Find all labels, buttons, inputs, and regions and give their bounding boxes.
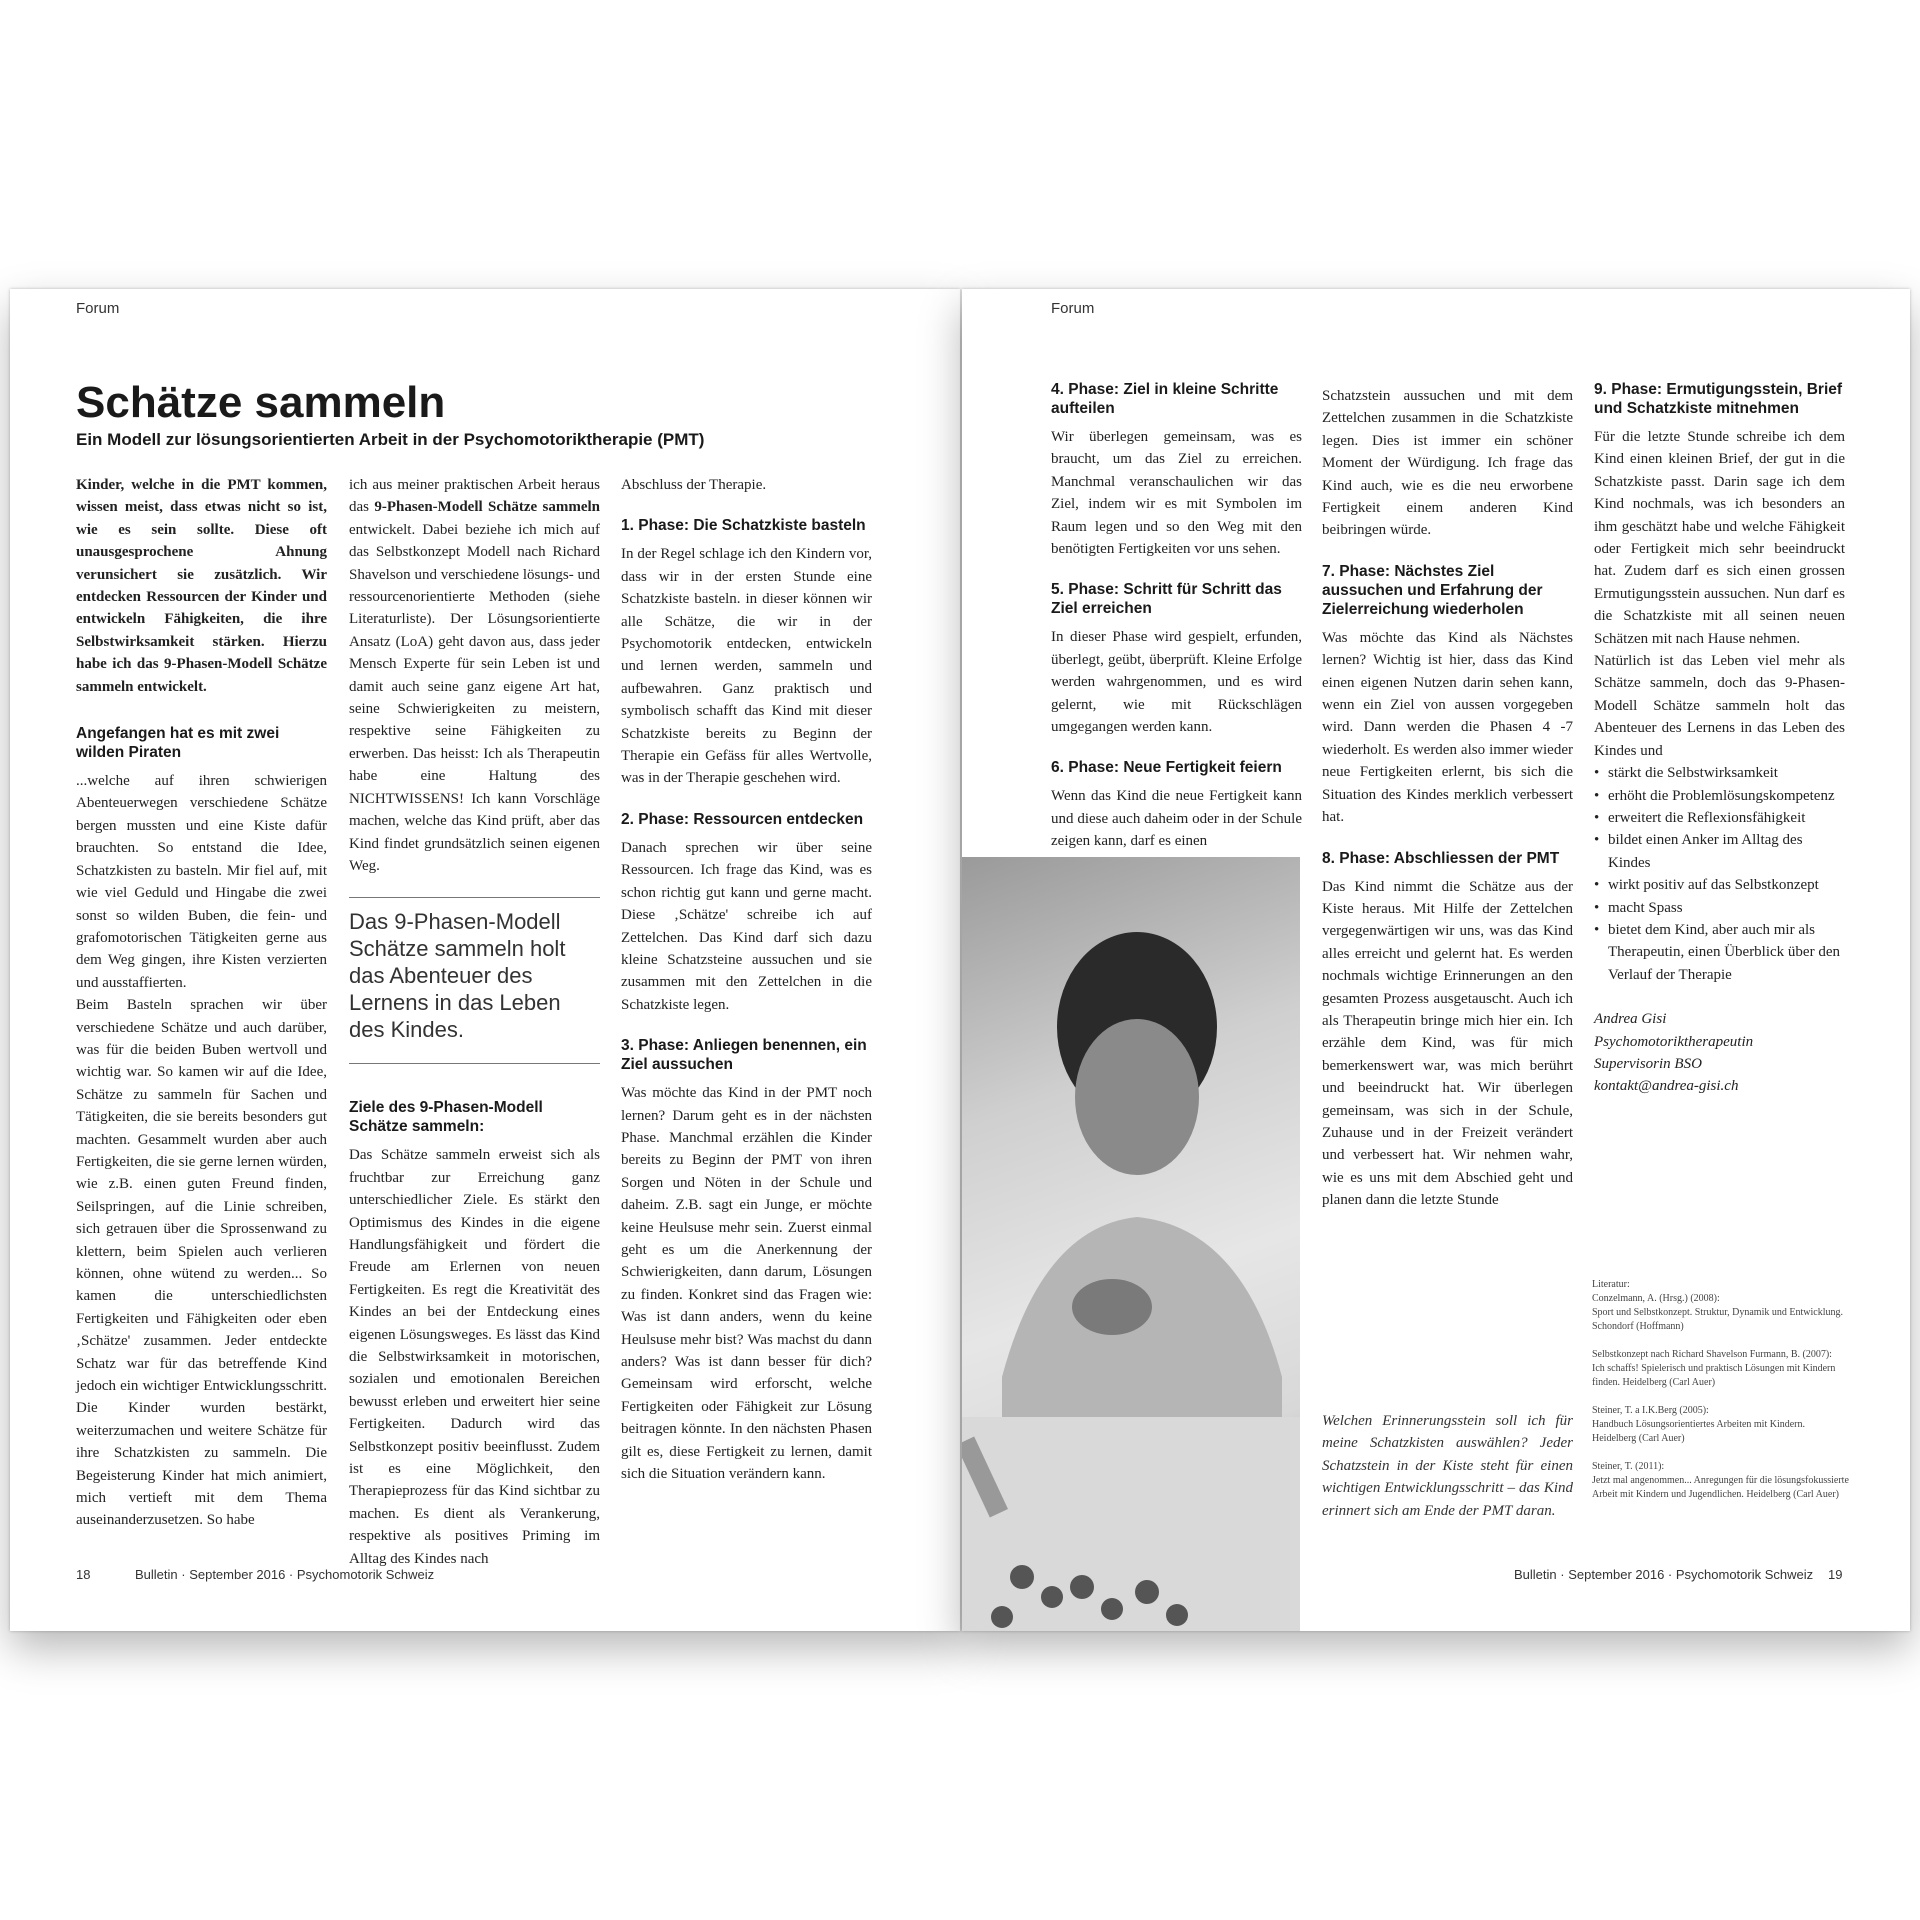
paragraph: Beim Basteln sprachen wir über verschiedene Schätze und auch darüber, was für die beiden Buben wertvoll und wichtig war. So kamen wir auf die Idee, Schätze zu sammeln für Sachen und Tätigkeiten, die sie bereits besonders gut machten. Gesammelt wurden aber auch Fertigkeiten, die sie gerne lernen würden, wie z.B. einen guten Freund finden, Seilspringen, auf die Linie schreiben, sich getrauen über die Sprossenwand zu klettern, beim Spielen auch verlieren können, ohne wütend zu werden... So kamen die unterschiedlichsten Fertigkeiten und Fähigkeiten oder eben ‚Schätze' zusammen. Jeder entdeckte Schatz war für das betreffende Kind jedoch ein wichtiger Entwicklungsschritt. Die Kinder wurden bestärkt, weiterzumachen und weitere Schätze für ihre Schatzkisten zu sammeln. Die Begeisterung Kinder hat mich animiert, mich vertieft mit dem Thema auseinanderzusetzen. So habe	[76, 997, 327, 1529]
list-item: • erhöht die Problemlösungskompetenz	[1594, 785, 1845, 807]
heading-phase-1: 1. Phase: Die Schatzkiste basteln	[621, 517, 866, 535]
paragraph: In der Regel schlage ich den Kindern vor, dass wir in der ersten Stunde eine Schatzkiste basteln. in dieser können wir alle Schätze, die wir in der Psychomotorik entdecken, entwickeln und lernen werden, sammeln und aufbewahren. Ganz praktisch und symbolisch schafft das Kind mit dieser Schatzkiste bereits zu Beginn der Therapie ein Gefäss für alles Wertvolle, was in der Therapie geschehen wird.	[621, 546, 872, 787]
author-email[interactable]: kontakt@andrea-gisi.ch	[1594, 1078, 1739, 1095]
paragraph: Wenn das Kind die neue Fertigkeit kann und diese auch daheim oder in der Schule zeigen kann, darf es einen	[1051, 788, 1302, 850]
reference	[1592, 1460, 1850, 1502]
pull-quote: Das 9-Phasen-Modell Schätze sammeln holt das Abenteuer des Lernens in das Leben des Kindes.	[349, 897, 600, 1064]
footer: Bulletin · September 2016 · Psychomotorik Schweiz	[135, 1567, 435, 1582]
heading-phase-6: 6. Phase: Neue Fertigkeit feiern	[1051, 759, 1282, 777]
reference-author: Conzelmann, A. (Hrsg.) (2008):	[1592, 1293, 1720, 1304]
reference	[1592, 1348, 1850, 1390]
literature-label: Literatur:	[1592, 1279, 1630, 1290]
text: entwickelt. Dabei beziehe ich mich auf das Selbstkonzept Modell nach Richard Shavelson und verschiedene lösungs- und ressourcenorientierte Methoden (siehe Literaturliste). Der Lösungsorientierte Ansatz (LoA) geht davon aus, dass jeder Mensch Experte für sein Leben ist und damit auch seine ganz eigene Art hat, seine Schwierigkeiten zu meistern, respektive seine Fähigkeiten zu erwerben. Das heisst: Ich als Therapeutin habe eine Haltung des NICHTWISSENS! Ich kann Vorschläge machen, welche das Kind prüft, aber das Kind findet grundsätzlich seinen eigenen Weg.	[349, 521, 600, 874]
section-header: Forum	[1051, 300, 1095, 317]
article-subtitle: Ein Modell zur lösungsorientierten Arbeit in der Psychomotoriktherapie (PMT)	[76, 430, 705, 449]
paragraph	[349, 474, 600, 877]
reference	[1592, 1292, 1850, 1334]
paragraph: ...welche auf ihren schwierigen Abenteuerwegen verschiedene Schätze bergen mussten und eine Kiste dafür brauchten. So entstand die Idee, Schatzkisten zu basteln. Mir fiel auf, mit wie viel Geduld und Hingabe die zwei sonst so wilden Buben, die fein- und grafomotorischen Tätigkeiten gerne aus dem Weg gingen, ihre Kisten verzierten und ausstaffierten.	[76, 773, 327, 991]
heading-phase-2: 2. Phase: Ressourcen entdecken	[621, 810, 864, 828]
author-name: Andrea Gisi	[1594, 1011, 1667, 1028]
page-number: 19	[1828, 1567, 1843, 1582]
section-header: Forum	[76, 300, 120, 317]
photo-illustration	[962, 857, 1300, 1631]
text: ich aus meiner praktischen Arbeit heraus das	[349, 477, 600, 516]
heading-phase-3: 3. Phase: Anliegen benennen, ein Ziel aussuchen	[621, 1037, 867, 1074]
page-number: 18	[76, 1567, 91, 1582]
photo-caption: Welchen Erinnerungsstein soll ich für meine Schatzkisten auswählen? Jeder Schatzstein in der Kiste steht für einen wichtigen Entwicklungsschritt – das Kind erinnert sich am Ende der PMT daran.	[1322, 1413, 1573, 1519]
reference-author: Selbstkonzept nach Richard Shavelson Furmann, B. (2007):	[1592, 1349, 1832, 1360]
article-title: Schätze sammeln	[76, 378, 446, 427]
left-column-1	[76, 474, 327, 1532]
reference-author: Steiner, T. a I.K.Berg (2005):	[1592, 1405, 1709, 1416]
list-item: • erweitert die Reflexionsfähigkeit	[1594, 807, 1845, 829]
paragraph: Für die letzte Stunde schreibe ich dem Kind einen kleinen Brief, der gut in die Schatzkiste passt. Darin sage ich dem Kind nochmals, was ich besonders an ihm geschätzt habe und welche Fähigkeit oder Fertigkeit mich sehr beeindruckt hat. Zudem darf es sich einen grossen Ermutigungsstein aussuchen. Nun darf es die Schatzkiste mit all seinen neuen Schätzen mit nach Hause nehmen.	[1594, 429, 1845, 647]
text-bold: 9-Phasen-Modell Schätze sammeln	[374, 499, 600, 516]
paragraph: Wir überlegen gemeinsam, was es braucht, um das Ziel zu erreichen. Manchmal veranschaulichen wir das Ziel, indem wir es mit Symbolen im Raum legen und so den Weg mit den benötigten Fertigkeiten vor uns sehen.	[1051, 429, 1302, 558]
author-role: Supervisorin BSO	[1594, 1055, 1702, 1072]
right-column-3	[1594, 380, 1845, 1098]
heading-pirates: Angefangen hat es mit zwei wilden Piraten	[76, 725, 280, 762]
left-column-2	[349, 474, 600, 1570]
reference-title: Handbuch Lösungsorientiertes Arbeiten mit Kindern. Heidelberg (Carl Auer)	[1592, 1419, 1806, 1444]
heading-phase-4: 4. Phase: Ziel in kleine Schritte aufteilen	[1051, 381, 1279, 417]
right-column-1	[1051, 380, 1302, 853]
heading-goals: Ziele des 9-Phasen-Modell Schätze sammeln:	[349, 1099, 543, 1136]
reference-title: Jetzt mal angenommen... Anregungen für die lösungsfokussierte Arbeit mit Kindern und Jugendlichen. Heidelberg (Carl Auer)	[1592, 1475, 1849, 1500]
heading-phase-5: 5. Phase: Schritt für Schritt das Ziel erreichen	[1051, 581, 1282, 618]
photo-child-with-stones	[962, 857, 1300, 1631]
right-column-2	[1322, 385, 1573, 1212]
paragraph: Danach sprechen wir über seine Ressourcen. Ich frage das Kind, was es schon richtig gut kann und gerne macht. Diese ‚Schätze' schreibe ich auf Zettelchen. Das Kind darf sich dazu kleine Schatzsteine aussuchen und sie zusammen mit den Zettelchen in die Schatzkiste legen.	[621, 839, 872, 1013]
paragraph: Abschluss der Therapie.	[621, 477, 767, 493]
list-item: • macht Spass	[1594, 897, 1845, 919]
benefits-list	[1594, 762, 1845, 986]
paragraph: Das Schätze sammeln erweist sich als fruchtbar zur Erreichung ganz unterschiedlicher Ziele. Es stärkt den Optimismus des Kindes in die eigene Handlungsfähigkeit und fördert die Freude am Erlernen von neuen Fertigkeiten. Es regt die Kreativität des Kindes an bei der Entdeckung eines eigenen Lösungsweges. Es lässt das Kind die Selbstwirksamkeit in motorischen, sozialen und emotionalen Bereichen bewusst erleben und erweitert hier seine Fertigkeiten. Dadurch wird das Selbstkonzept positiv beeinflusst. Zudem ist es eine Möglichkeit, den Therapieprozess für das Kind sichtbar zu machen. Es dient als Verankerung, respektive als positives Priming im Alltag des Kindes nach	[349, 1147, 600, 1567]
heading-phase-7: 7. Phase: Nächstes Ziel aussuchen und Erfahrung der Zielerreichung wiederholen	[1322, 562, 1543, 618]
reference-title: Sport und Selbstkonzept. Struktur, Dynamik und Entwicklung. Schondorf (Hoffmann)	[1592, 1307, 1843, 1332]
paragraph: Was möchte das Kind in der PMT noch lernen? Darum geht es in der nächsten Phase. Manchmal erzählen die Kinder bereits zu Beginn der PMT von ihren Sorgen und Nöten in der Schule und daheim. Z.B. sagt ein Junge, er möchte keine Heulsuse mehr sein. Zuerst einmal geht es um die Anerkennung der Schwierigkeiten, dann darum, Lösungen zu finden. Konkret sind das Fragen wie: Was ist dann anders, wenn du keine Heulsuse mehr bist? Was machst du dann anders? Was ist dann besser für dich? Gemeinsam wird erforscht, welche Fertigkeiten oder Fähigkeit zur Lösung beitragen könnte. In den nächsten Phasen gilt es, diese Fertigkeit zu lernen, damit sich die Situation verändern kann.	[621, 1085, 872, 1483]
intro-text: Kinder, welche in die PMT kommen, wissen meist, dass etwas nicht so ist, wie es sein sollte. Diese oft unausgesprochene Ahnung verunsichert sie zusätzlich. Wir entdecken Ressourcen der Kinder und entwickeln Fähigkeiten, die ihre Selbstwirksamkeit stärken. Hierzu habe ich das 9-Phasen-Modell Schätze sammeln entwickelt.	[76, 477, 327, 695]
paragraph: Das Kind nimmt die Schätze aus der Kiste heraus. Mit Hilfe der Zettelchen vergegenwärtigen wir uns, was das Kind alles erreicht und gelernt hat. Es werden nochmals wichtige Erinnerungen an den gesamten Prozess ausgetauscht. Auch ich als Therapeutin bringe mich hier ein. Ich erzähle dem Kind, was für mich bemerkenswert war, was mich berührt und beeindruckt hat. Wir überlegen gemeinsam, was sich in der Schule, Zuhause und in der Freizeit verändert und verbessert hat. Wir nehmen wahr, wie es uns mit dem Abschied geht und planen dann die letzte Stunde	[1322, 878, 1573, 1209]
list-item: • bildet einen Anker im Alltag des Kindes	[1594, 829, 1845, 874]
list-item: • stärkt die Selbstwirksamkeit	[1594, 762, 1845, 784]
paragraph: Schatzstein aussuchen und mit dem Zettelchen zusammen in die Schatzkiste legen. Dies ist immer ein schöner Moment der Würdigung. Ich frage das Kind auch, wie es die neu erworbene Fertigkeit einem anderen Kind beibringen würde.	[1322, 388, 1573, 539]
author-signature	[1594, 1008, 1845, 1098]
reference	[1592, 1404, 1850, 1446]
literature-list	[1592, 1278, 1850, 1516]
list-item: • wirkt positiv auf das Selbstkonzept	[1594, 874, 1845, 896]
paragraph: In dieser Phase wird gespielt, erfunden, überlegt, geübt, überprüft. Kleine Erfolge werden wahrgenommen, und es wird gelernt, wie mit Rückschlägen umgegangen werden kann.	[1051, 629, 1302, 736]
left-column-3	[621, 474, 872, 1485]
author-role: Psychomotoriktherapeutin	[1594, 1033, 1754, 1050]
footer: Bulletin · September 2016 · Psychomotorik Schweiz	[1514, 1567, 1814, 1582]
heading-phase-8: 8. Phase: Abschliessen der PMT	[1322, 849, 1560, 867]
list-item: • bietet dem Kind, aber auch mir als Therapeutin, einen Überblick über den Verlauf der Therapie	[1594, 919, 1845, 986]
heading-phase-9: 9. Phase: Ermutigungsstein, Brief und Schatzkiste mitnehmen	[1594, 381, 1843, 417]
paragraph: Natürlich ist das Leben viel mehr als Schätze sammeln, doch das 9-Phasen-Modell Schätze sammeln holt das Abenteuer des Lernens in das Leben des Kindes und	[1594, 653, 1845, 759]
paragraph: Was möchte das Kind als Nächstes lernen? Wichtig ist hier, dass das Kind einen eigenen Nutzen darin sehen kann, wenn ein Ziel von aussen vorgegeben wird. Dann werden die Phasen 4 -7 wiederholt. Es werden also immer wieder neue Fertigkeiten erlernt, bis sich die Situation des Kindes merklich verbessert hat.	[1322, 629, 1573, 826]
reference-author: Steiner, T. (2011):	[1592, 1461, 1665, 1472]
reference-title: Ich schaffs! Spielerisch und praktisch Lösungen mit Kindern finden. Heidelberg (Carl Auer)	[1592, 1363, 1836, 1388]
